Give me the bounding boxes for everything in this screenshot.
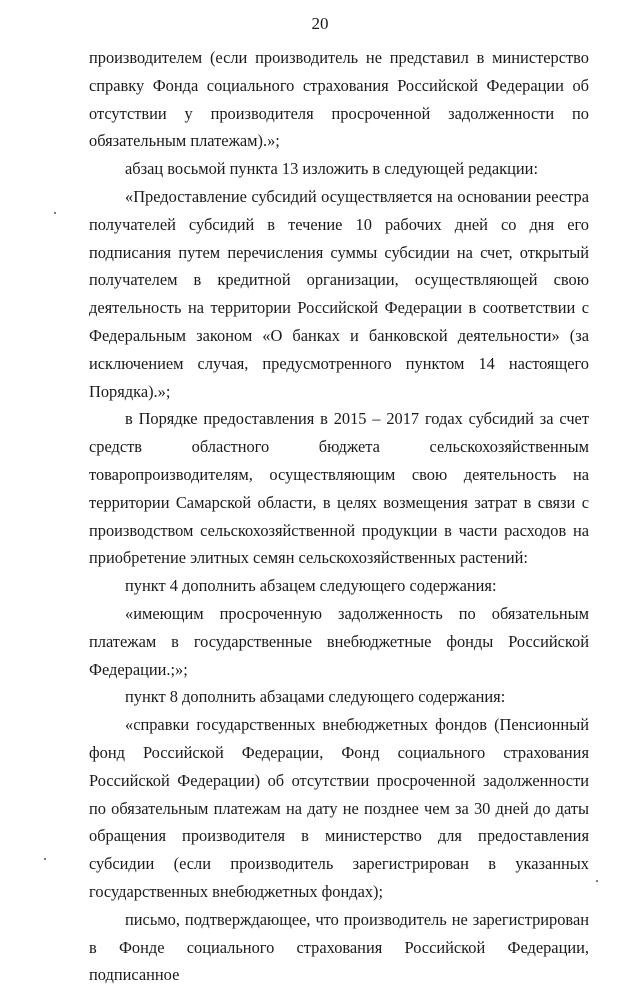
- paragraph-continuation: производителем (если производитель не представил в министерство справку Фонда социального страхования Российской Федерации об отсутствии у производителя просроченной задолженности по обязательным платежам).»;: [89, 48, 589, 151]
- paragraph-procedure-elite-seeds: в Порядке предоставления в 2015 – 2017 годах субсидий за счет средств областного бюджета сельскохозяйственным товаропроизводителям, осуществляющим свою деятельность на территории Самарской области, в целях возмещения затрат в связи с производством сельскохозяйственной продукции в части расходов на приобретение элитных семян сельскохозяйственных растений:: [89, 409, 589, 568]
- paragraph-fund-certificates: «справки государственных внебюджетных фондов (Пенсионный фонд Российской Федерации, Фонд социального страхования Российской Федерации) об отсутствии просроченной задолженности по обязательным платежам на дату не позднее чем за 30 дней до даты обращения производителя в министерство для предоставления субсидии (если производитель зарегистрирован в указанных государственных внебюджетных фондах);: [89, 715, 589, 901]
- paragraph-amendment-8: пункт 8 дополнить абзацами следующего содержания:: [125, 687, 506, 707]
- document-body: [89, 44, 589, 989]
- paragraph-subsidy-provision: «Предоставление субсидий осуществляется на основании реестра получателей субсидий в течение 10 рабочих дней со дня его подписания путем перечисления суммы субсидии на счет, открытый получателем в кредитной организации, осуществляющей свою деятельность на территории Российской Федерации в соответствии с Федеральным законом «О банках и банковской деятельности» (за исключением случая, предусмотренного пунктом 14 настоящего Порядка).»;: [89, 186, 589, 401]
- scan-speck: [44, 858, 46, 860]
- scan-speck: [596, 880, 598, 882]
- paragraph-amendment-4: пункт 4 дополнить абзацем следующего содержания:: [125, 576, 497, 596]
- paragraph-letter: письмо, подтверждающее, что производитель не зарегистрирован в Фонде социального страхования Российской Федерации, подписанное: [89, 909, 589, 985]
- page-number: 20: [311, 14, 329, 33]
- scan-speck: [54, 212, 56, 214]
- paragraph-amendment-13: абзац восьмой пункта 13 изложить в следующей редакции:: [125, 159, 538, 179]
- paragraph-arrears: «имеющим просроченную задолженность по обязательным платежам в государственные внебюджетные фонды Российской Федерации.;»;: [89, 603, 589, 679]
